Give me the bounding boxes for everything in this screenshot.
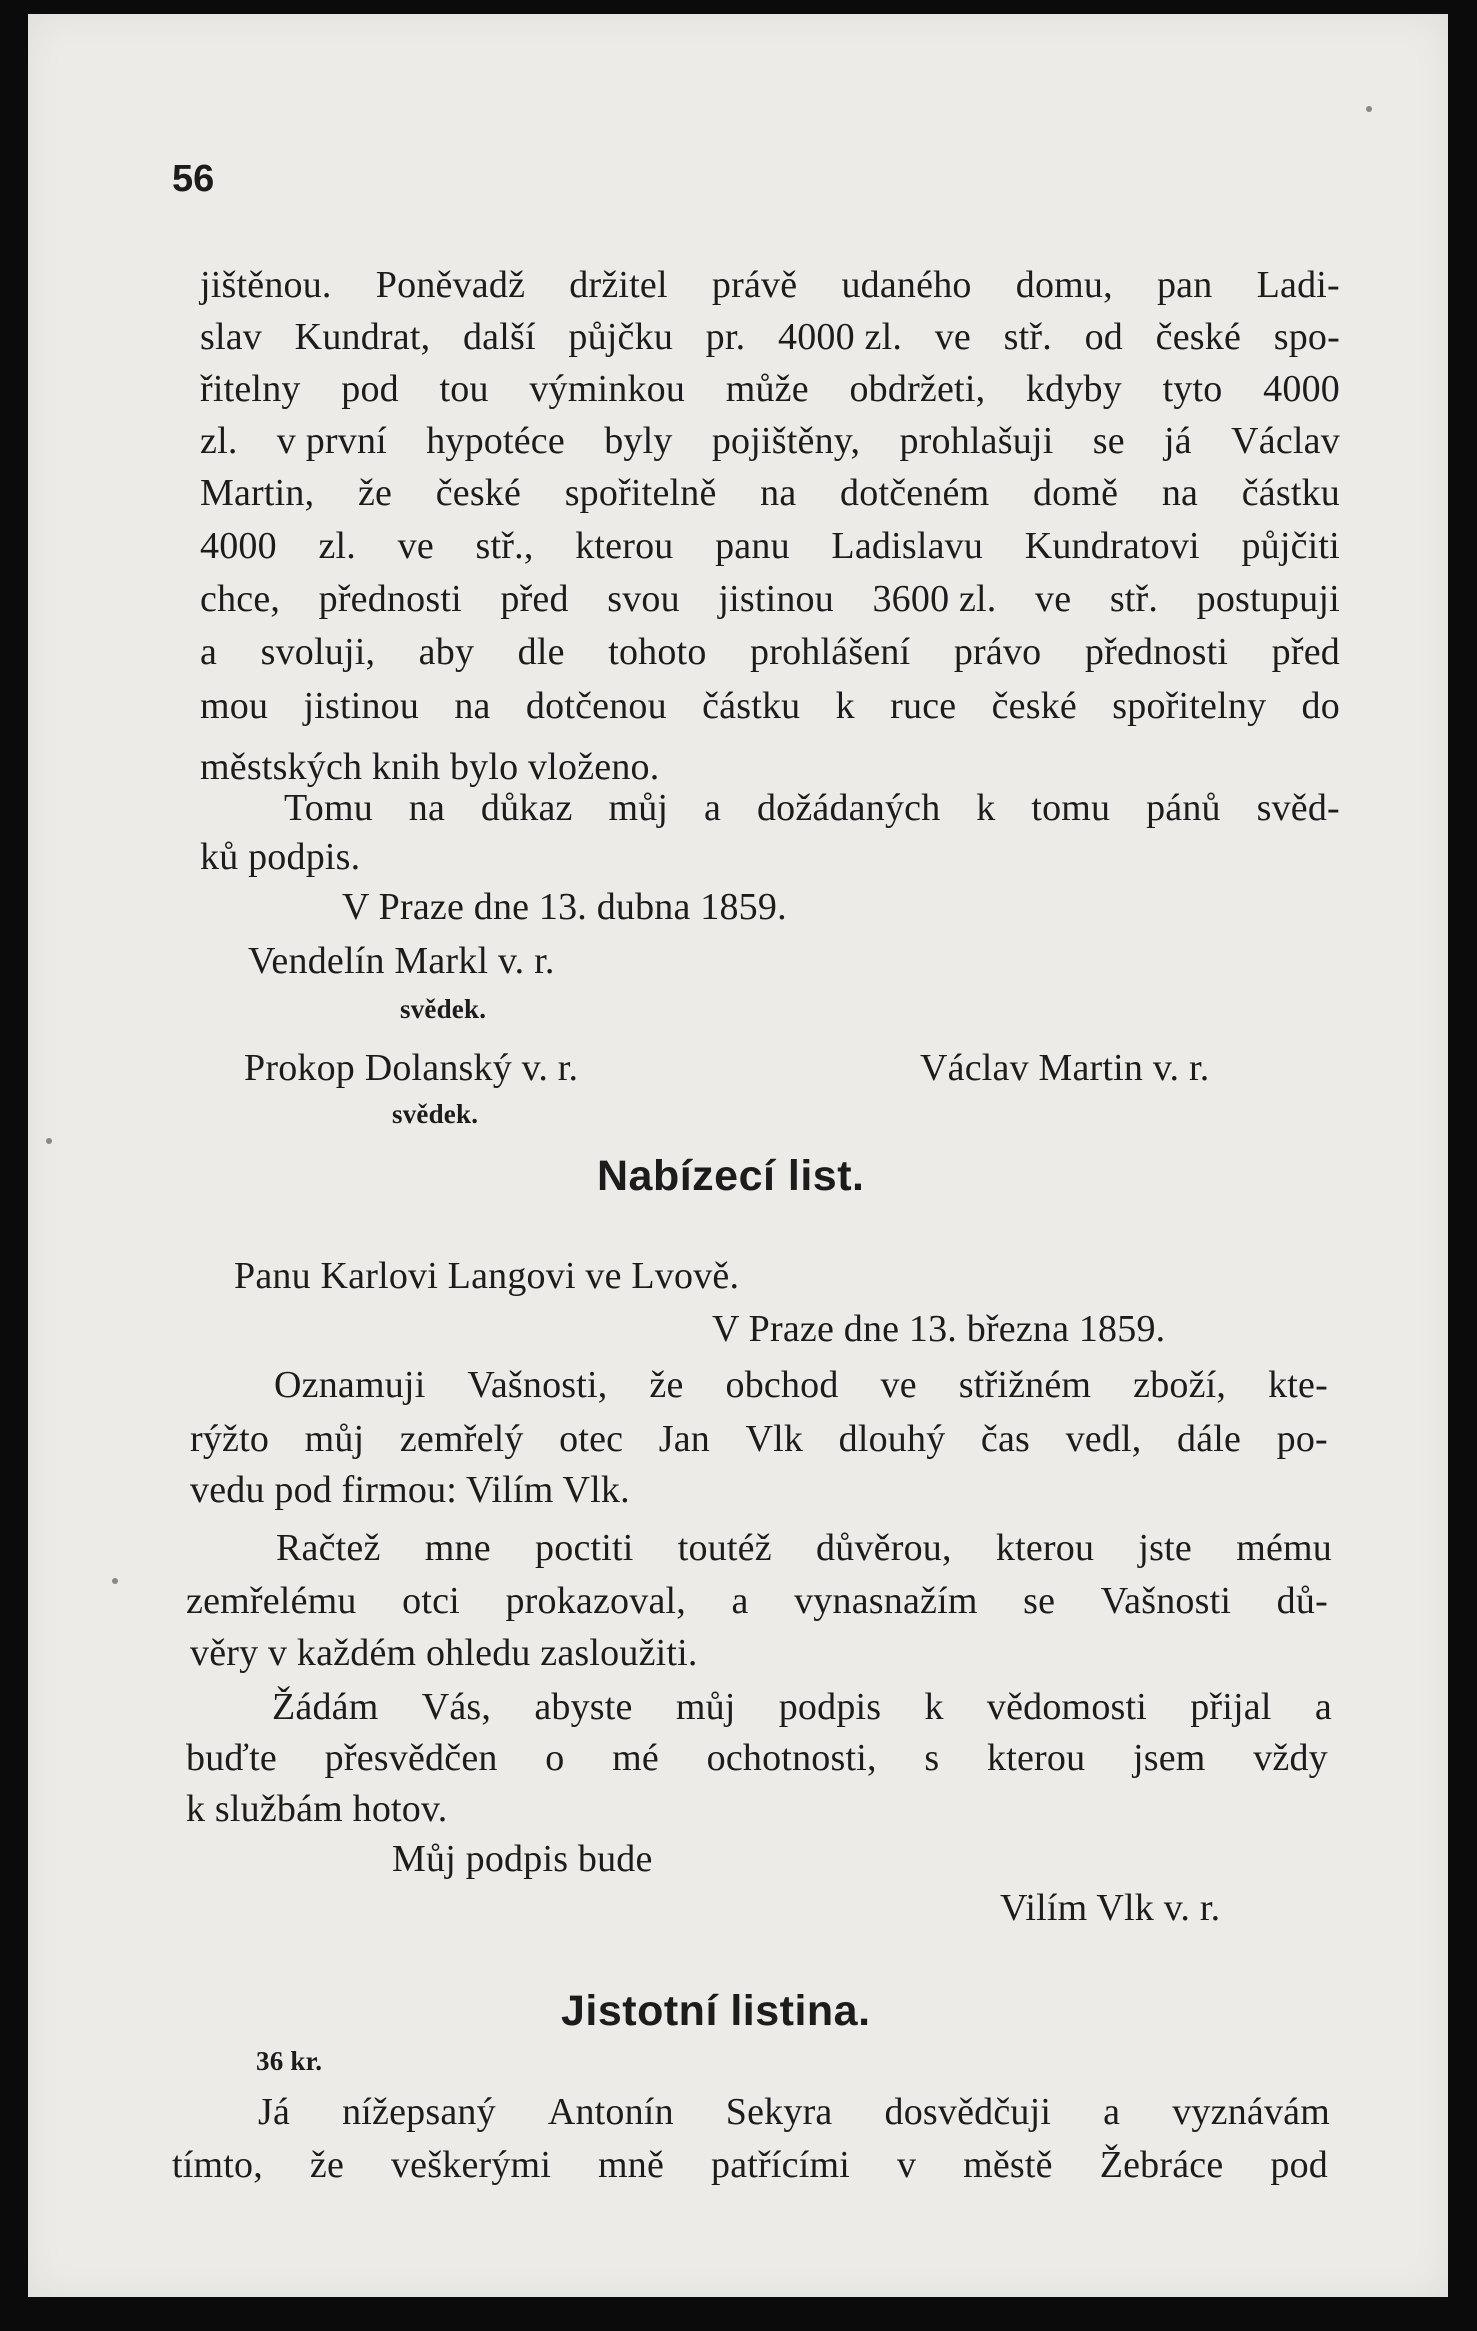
date-line-2: V Praze dne 13. března 1859. (712, 1308, 1166, 1350)
word: a (1314, 1686, 1332, 1728)
heading-nabizeci-list: Nabízecí list. (597, 1152, 865, 1200)
addressee-line: Panu Karlovi Langovi ve Lvově. (234, 1255, 740, 1297)
word: jsem (1132, 1737, 1206, 1779)
word: otec (559, 1418, 624, 1460)
word: obdržeti, (849, 368, 986, 410)
word: toutéž (677, 1527, 772, 1569)
justified-line (200, 418, 1340, 464)
word: řitelny (200, 368, 301, 410)
word: stř. (1109, 578, 1159, 620)
word: 4000 (1263, 368, 1340, 410)
word: byly (604, 420, 673, 462)
word: zemřelému (186, 1580, 357, 1622)
word: spořitelny (1112, 685, 1267, 727)
word: ruce (890, 685, 957, 727)
justified-line (200, 683, 1340, 729)
word: a (731, 1580, 749, 1622)
word: Žádám (272, 1686, 379, 1728)
word: Antonín (547, 2091, 674, 2133)
word: můj (608, 787, 669, 829)
word: a (1103, 2091, 1121, 2133)
word: v první (276, 420, 387, 462)
word: obchod (725, 1364, 839, 1406)
word: rýžto (190, 1418, 270, 1460)
word: Žebráce (1099, 2144, 1224, 2186)
paragraph-3-last-line: vedu pod firmou: Vilím Vlk. (190, 1469, 630, 1511)
word: zemřelý (399, 1418, 524, 1460)
word: Vašnosti (1100, 1580, 1232, 1622)
word: jste (1138, 1527, 1192, 1569)
word: dlouhý (838, 1418, 946, 1460)
word: Vašnosti, (467, 1364, 608, 1406)
signer-vaclav-martin: Václav Martin v. r. (920, 1047, 1210, 1089)
paragraph-4-last-line: věry v každém ohledu zasloužiti. (190, 1632, 698, 1674)
word: pr. (705, 316, 746, 358)
word: dotčenou (525, 685, 667, 727)
word: české (991, 685, 1077, 727)
word: jištěnou. (200, 264, 332, 306)
word: na (408, 787, 446, 829)
word: můj (304, 1418, 365, 1460)
word: veškerými (390, 2144, 552, 2186)
signature-intro: Můj podpis bude (392, 1838, 653, 1880)
word: české (435, 472, 522, 514)
word: se (1023, 1580, 1056, 1622)
word: po- (1276, 1418, 1328, 1460)
word: Václav (1231, 420, 1340, 462)
word: mé (612, 1737, 659, 1779)
word: Martin, (200, 472, 315, 514)
word: zl. (200, 420, 238, 462)
page-number: 56 (172, 158, 215, 200)
word: Vlk (745, 1418, 804, 1460)
word: vědomosti (986, 1686, 1148, 1728)
word: se (1092, 420, 1125, 462)
justified-line (186, 1735, 1328, 1781)
paragraph-2-last-line: ků podpis. (200, 836, 361, 878)
word: přijal (1190, 1686, 1272, 1728)
word: ve (880, 1364, 917, 1406)
word: že (649, 1364, 684, 1406)
word: dle (517, 631, 565, 673)
word: poctiti (535, 1527, 634, 1569)
word: stř. (1003, 316, 1052, 358)
word: mně (598, 2144, 665, 2186)
word: pan (1156, 264, 1213, 306)
word: jistinou (303, 685, 420, 727)
word: vynasnažím (794, 1580, 978, 1622)
word: buďte (186, 1737, 277, 1779)
paragraph-5-last-line: k službám hotov. (186, 1788, 448, 1830)
word: právě (711, 264, 798, 306)
word: chce, (200, 578, 281, 620)
justified-line (276, 1525, 1332, 1571)
word: tohoto (608, 631, 707, 673)
word: důvěrou, (816, 1527, 952, 1569)
word: prohlášení (750, 631, 911, 673)
word: na (760, 472, 797, 514)
word: tou (439, 368, 489, 410)
word: svoluji, (260, 631, 376, 673)
word: střižném (958, 1364, 1092, 1406)
word: aby (418, 631, 475, 673)
word: Vás, (421, 1686, 492, 1728)
word: otci (402, 1580, 460, 1622)
word: kte- (1268, 1364, 1328, 1406)
word: přednosti (1084, 631, 1229, 673)
word: tyto (1162, 368, 1223, 410)
word: můj (675, 1686, 736, 1728)
word: kterou (995, 1527, 1095, 1569)
word: na (454, 685, 491, 727)
word: dosvědčuji (884, 2091, 1052, 2133)
word: Já (258, 2091, 291, 2133)
word: panu (715, 525, 790, 567)
word: abyste (534, 1686, 633, 1728)
word: spořitelně (564, 472, 717, 514)
justified-line (186, 1578, 1328, 1624)
word: nížepsaný (342, 2091, 496, 2133)
word: čas (980, 1418, 1031, 1460)
justified-line (200, 262, 1340, 308)
word: ve (397, 525, 434, 567)
word: ve (1035, 578, 1072, 620)
word: dožádaných (756, 787, 941, 829)
word: české (1155, 316, 1242, 358)
word: 4000 zl. (778, 316, 903, 358)
word: vždy (1253, 1737, 1328, 1779)
word: zl. (318, 525, 356, 567)
word: přednosti (318, 578, 462, 620)
word: zboží, (1133, 1364, 1227, 1406)
word: udaného (841, 264, 972, 306)
justified-line (200, 366, 1340, 412)
justified-line (272, 1684, 1332, 1730)
word: k (976, 787, 996, 829)
word: na (1161, 472, 1199, 514)
word: pod (1270, 2144, 1328, 2186)
word: důkaz (480, 787, 573, 829)
word: dotčeném (840, 472, 990, 514)
speck (1366, 106, 1372, 112)
word: od (1084, 316, 1123, 358)
justified-line (200, 576, 1340, 622)
word: že (309, 2144, 345, 2186)
word: pod (341, 368, 399, 410)
heading-jistotni-listina: Jistotní listina. (561, 1987, 871, 2035)
witness-1-name: Vendelín Markl v. r. (248, 940, 555, 982)
word: dále (1177, 1418, 1242, 1460)
word: a (704, 787, 722, 829)
word: já (1164, 420, 1192, 462)
word: další (462, 316, 536, 358)
stamp-note: 36 kr. (256, 2046, 323, 2076)
word: domu, (1015, 264, 1113, 306)
justified-line (258, 2089, 1330, 2135)
justified-line (200, 523, 1340, 569)
word: Ladislavu (831, 525, 984, 567)
word: 4000 (200, 525, 277, 567)
word: částku (702, 685, 801, 727)
word: o (545, 1737, 565, 1779)
paragraph-1-last-line: městských knih bylo vloženo. (200, 746, 660, 788)
word: svěd- (1256, 787, 1340, 829)
word: přesvědčen (324, 1737, 498, 1779)
word: může (725, 368, 809, 410)
word: slav (200, 316, 263, 358)
word: Poněvadž (375, 264, 526, 306)
word: před (500, 578, 569, 620)
word: podpis (778, 1686, 882, 1728)
signer-vilim-vlk: Vilím Vlk v. r. (1000, 1887, 1221, 1929)
word: pánů (1146, 787, 1221, 829)
word: tomu (1031, 787, 1111, 829)
word: mne (424, 1527, 491, 1569)
word: k (835, 685, 855, 727)
witness-2-role: svědek. (392, 1099, 479, 1129)
word: Jan (658, 1418, 710, 1460)
word: postupuji (1196, 578, 1340, 620)
word: Kundrat, (294, 316, 431, 358)
word: prohlašuji (899, 420, 1054, 462)
date-line-1: V Praze dne 13. dubna 1859. (342, 886, 787, 928)
word: jistinou (718, 578, 834, 620)
speck (46, 1138, 52, 1144)
word: 3600 zl. (872, 578, 997, 620)
witness-2-name: Prokop Dolanský v. r. (244, 1047, 579, 1089)
word: kterou (987, 1737, 1086, 1779)
witness-1-role: svědek. (400, 994, 487, 1024)
paragraph-2-line (284, 785, 1340, 831)
word: s (924, 1737, 940, 1779)
word: Ladi- (1256, 264, 1340, 306)
word: dů- (1276, 1580, 1328, 1622)
justified-line (200, 470, 1340, 516)
word: ve (934, 316, 971, 358)
word: půjčku (568, 316, 674, 358)
justified-line (200, 629, 1340, 675)
justified-line (172, 2142, 1328, 2188)
word: do (1301, 685, 1340, 727)
word: Sekyra (725, 2091, 833, 2133)
word: městě (963, 2144, 1053, 2186)
word: výminkou (529, 368, 686, 410)
word: mou (200, 685, 269, 727)
word: Oznamuji (274, 1364, 426, 1406)
justified-line (274, 1362, 1328, 1408)
word: patřícími (711, 2144, 850, 2186)
word: pojištěny, (711, 420, 861, 462)
word: kterou (575, 525, 674, 567)
word: v (896, 2144, 917, 2186)
justified-line (200, 314, 1340, 360)
word: držitel (569, 264, 668, 306)
word: spo- (1273, 316, 1340, 358)
word: že (357, 472, 393, 514)
word: mému (1236, 1527, 1332, 1569)
word: Tomu (284, 787, 373, 829)
word: stř., (475, 525, 534, 567)
speck (112, 1578, 118, 1584)
word: ochotnosti, (706, 1737, 877, 1779)
word: vyznávám (1172, 2091, 1330, 2133)
word: půjčiti (1241, 525, 1340, 567)
word: kdyby (1025, 368, 1122, 410)
word: tímto, (172, 2144, 263, 2186)
word: a (200, 631, 218, 673)
word: hypotéce (426, 420, 565, 462)
word: Račtež (276, 1527, 381, 1569)
justified-line (190, 1416, 1328, 1462)
word: domě (1032, 472, 1119, 514)
word: svou (607, 578, 680, 620)
word: k (924, 1686, 944, 1728)
word: Kundratovi (1024, 525, 1200, 567)
word: před (1271, 631, 1340, 673)
word: právo (953, 631, 1042, 673)
word: částku (1241, 472, 1340, 514)
word: prokazoval, (505, 1580, 686, 1622)
word: vedl, (1065, 1418, 1142, 1460)
